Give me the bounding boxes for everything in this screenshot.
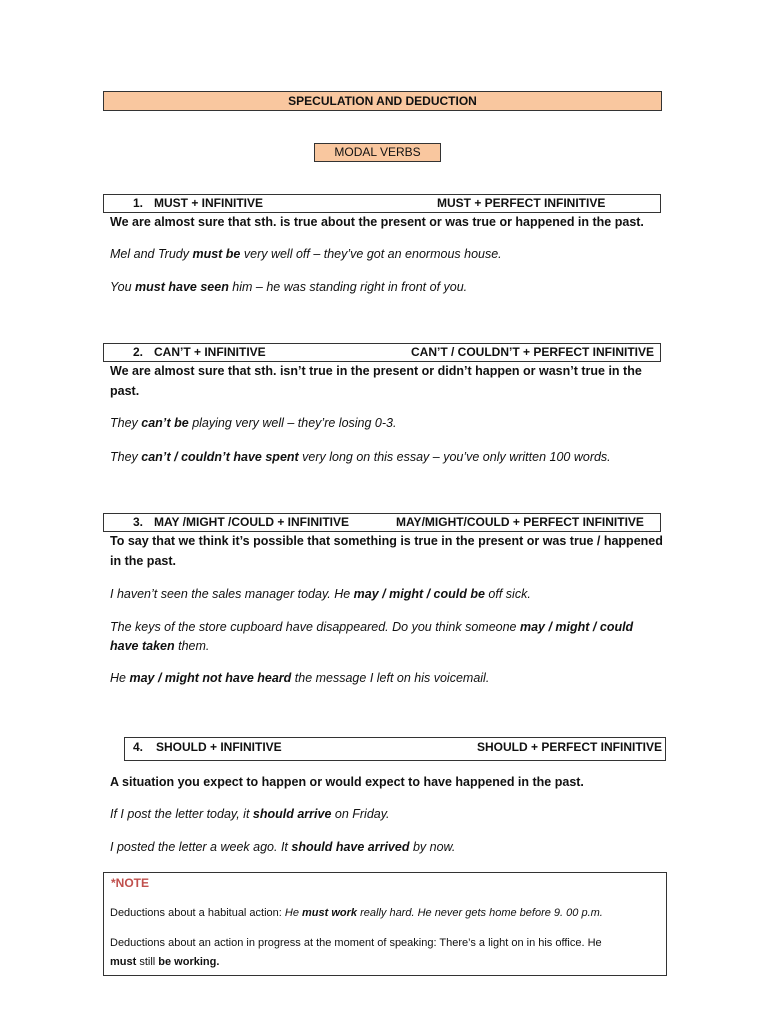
section-2-description-line-1: We are almost sure that sth. isn’t true in the present or didn’t happen or wasn’t true in the [110, 364, 642, 378]
section-2-description-line-2: past. [110, 384, 140, 398]
section-4-left-heading: SHOULD + INFINITIVE [156, 740, 282, 754]
section-4-description: A situation you expect to happen or would expect to have happened in the past. [110, 775, 584, 789]
section-1-header [103, 194, 661, 213]
section-2-example-2: They can’t / couldn’t have spent very long on this essay – you’ve only written 100 words. [110, 450, 611, 464]
section-4-header [124, 737, 666, 761]
section-3-right-heading: MAY/MIGHT/COULD + PERFECT INFINITIVE [396, 515, 644, 529]
section-3-example-2-line-2: have taken them. [110, 639, 210, 653]
section-4-number: 4. [133, 740, 144, 754]
note-title: *NOTE [111, 876, 150, 890]
section-3-example-3: He may / might not have heard the message I left on his voicemail. [110, 671, 490, 685]
section-4-right-heading: SHOULD + PERFECT INFINITIVE [477, 740, 663, 754]
section-1-number: 1. [133, 196, 144, 210]
subtitle-box: MODAL VERBS [314, 143, 441, 162]
note-box [103, 872, 667, 976]
section-1-description: We are almost sure that sth. is true about the present or was true or happened in the past. [110, 215, 644, 229]
note-line-3: must still be working. [110, 956, 220, 968]
section-2-number: 2. [133, 345, 144, 359]
section-2-right-heading: CAN’T / COULDN’T + PERFECT INFINITIVE [411, 345, 655, 359]
section-2-left-heading: CAN’T + INFINITIVE [154, 345, 266, 359]
section-3-header [103, 513, 661, 532]
section-2-header [103, 343, 661, 362]
section-3-left-heading: MAY /MIGHT /COULD + INFINITIVE [154, 515, 350, 529]
section-1-right-heading: MUST + PERFECT INFINITIVE [437, 196, 606, 210]
section-2-example-1: They can’t be playing very well – they’re losing 0-3. [110, 416, 397, 430]
section-1-example-2: You must have seen him – he was standing right in front of you. [110, 280, 468, 294]
section-1-example-1: Mel and Trudy must be very well off – they’ve got an enormous house. [110, 247, 502, 261]
section-3-description-line-2: in the past. [110, 554, 176, 568]
section-3-example-1: I haven’t seen the sales manager today. He may / might / could be off sick. [110, 587, 531, 601]
section-3-example-2-line-1: The keys of the store cupboard have disappeared. Do you think someone may / might / could [110, 620, 634, 634]
section-1-left-heading: MUST + INFINITIVE [154, 196, 264, 210]
page-title: SPECULATION AND DEDUCTION [103, 91, 662, 111]
note-line-1: Deductions about a habitual action: He must work really hard. He never gets home before 9. 00 p.m. [110, 907, 603, 919]
section-3-number: 3. [133, 515, 144, 529]
section-3-description-line-1: To say that we think it’s possible that something is true in the present or was true / happened [110, 534, 663, 548]
note-line-2: Deductions about an action in progress at the moment of speaking: There’s a light on in his office. He [110, 937, 602, 949]
section-4-example-2: I posted the letter a week ago. It should have arrived by now. [110, 840, 456, 854]
section-4-example-1: If I post the letter today, it should arrive on Friday. [110, 807, 390, 821]
